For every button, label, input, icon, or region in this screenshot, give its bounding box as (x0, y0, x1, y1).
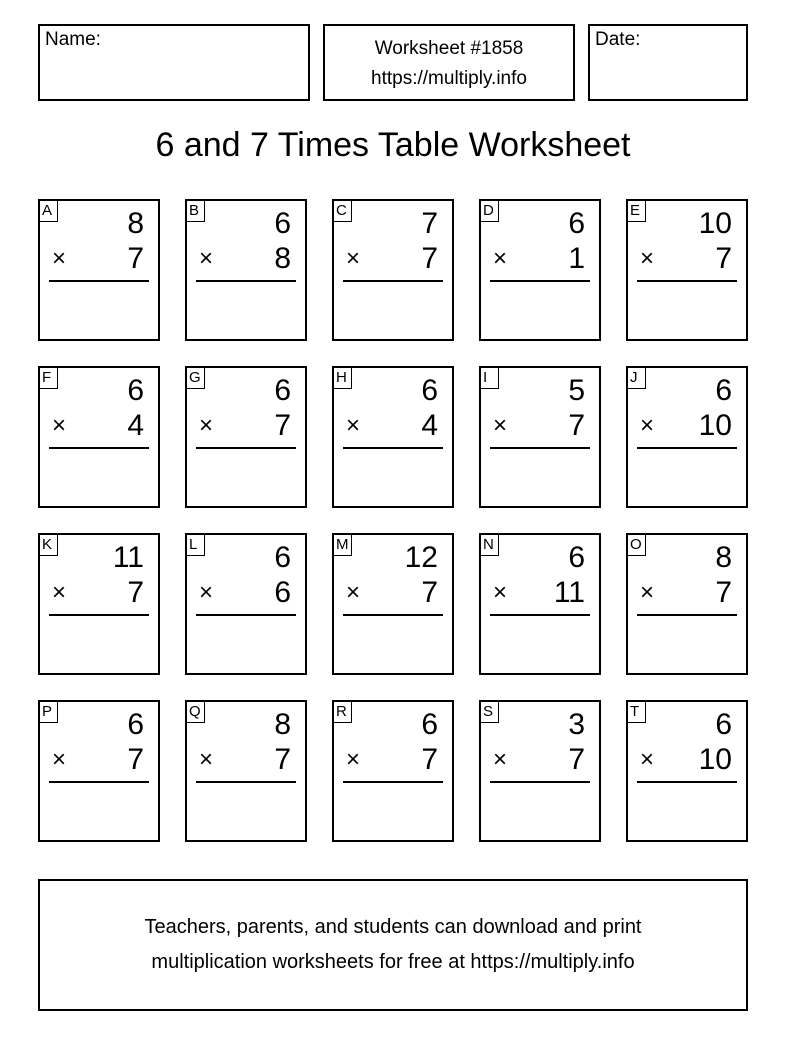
problem-letter: P (40, 702, 58, 723)
times-sign: × (640, 412, 655, 439)
multiplicand: 7 (421, 207, 438, 240)
multiplier: 7 (127, 576, 144, 609)
problem-letter: H (334, 368, 352, 389)
answer-line (637, 280, 737, 282)
times-sign: × (52, 412, 67, 439)
answer-line (637, 781, 737, 783)
multiplicand: 12 (404, 541, 438, 574)
times-sign: × (346, 579, 361, 606)
problem-card[interactable] (38, 700, 160, 842)
answer-line (49, 614, 149, 616)
answer-line (490, 614, 590, 616)
times-sign: × (199, 579, 214, 606)
multiplier: 7 (274, 743, 291, 776)
page-title: 6 and 7 Times Table Worksheet (155, 126, 631, 164)
multiplier: 7 (127, 743, 144, 776)
multiplier: 7 (421, 743, 438, 776)
answer-line (490, 781, 590, 783)
problem-card[interactable] (332, 700, 454, 842)
date-label: Date: (595, 29, 641, 50)
times-sign: × (493, 412, 508, 439)
answer-line (343, 280, 443, 282)
answer-line (637, 614, 737, 616)
multiplicand: 11 (112, 541, 144, 574)
problem-letter: G (187, 368, 205, 389)
multiplicand: 6 (715, 374, 732, 407)
problem-card[interactable] (626, 199, 748, 341)
times-sign: × (346, 245, 361, 272)
worksheet-url: https://multiply.info (371, 68, 527, 89)
multiplicand: 6 (274, 207, 291, 240)
problem-card[interactable] (626, 700, 748, 842)
answer-line (343, 614, 443, 616)
multiplicand: 8 (715, 541, 732, 574)
problem-letter: N (481, 535, 499, 556)
times-sign: × (199, 245, 214, 272)
multiplicand: 6 (274, 374, 291, 407)
multiplicand: 6 (421, 708, 438, 741)
multiplicand: 6 (715, 708, 732, 741)
footer-note (38, 879, 748, 1011)
times-sign: × (52, 746, 67, 773)
multiplicand: 8 (127, 207, 144, 240)
times-sign: × (493, 245, 508, 272)
times-sign: × (346, 412, 361, 439)
problem-card[interactable] (185, 199, 307, 341)
multiplier: 7 (421, 576, 438, 609)
problem-letter: D (481, 201, 499, 222)
answer-line (49, 781, 149, 783)
multiplier: 1 (568, 242, 585, 275)
problem-card[interactable] (479, 199, 601, 341)
multiplicand: 10 (698, 207, 732, 240)
problem-letter: M (334, 535, 352, 556)
date-field-box[interactable] (588, 24, 748, 101)
multiplicand: 8 (274, 708, 291, 741)
problem-card[interactable] (185, 700, 307, 842)
problem-letter: K (40, 535, 58, 556)
multiplicand: 6 (421, 374, 438, 407)
multiplier: 10 (698, 409, 732, 442)
problem-letter: I (481, 368, 499, 389)
times-sign: × (199, 412, 214, 439)
multiplicand: 6 (274, 541, 291, 574)
problem-letter: L (187, 535, 205, 556)
times-sign: × (640, 245, 655, 272)
problem-letter: Q (187, 702, 205, 723)
answer-line (343, 447, 443, 449)
answer-line (637, 447, 737, 449)
problem-card[interactable] (332, 199, 454, 341)
footer-line-1: Teachers, parents, and students can download and print (144, 916, 642, 938)
worksheet-info-box (323, 24, 575, 101)
problem-card[interactable] (626, 366, 748, 508)
worksheet-number: Worksheet #1858 (374, 38, 524, 59)
multiplier: 7 (568, 409, 585, 442)
multiplier: 7 (127, 242, 144, 275)
multiplier: 7 (715, 242, 732, 275)
name-field-box[interactable] (38, 24, 310, 101)
answer-line (490, 280, 590, 282)
problem-card[interactable] (626, 533, 748, 675)
times-sign: × (493, 579, 508, 606)
problem-card[interactable] (479, 533, 601, 675)
multiplier: 10 (698, 743, 732, 776)
problem-card[interactable] (185, 366, 307, 508)
multiplier: 7 (274, 409, 291, 442)
problem-letter: T (628, 702, 646, 723)
multiplier: 7 (421, 242, 438, 275)
multiplier: 6 (274, 576, 291, 609)
footer-line-2: multiplication worksheets for free at https://multiply.info (151, 951, 635, 973)
answer-line (196, 280, 296, 282)
multiplicand: 6 (127, 374, 144, 407)
problem-card[interactable] (38, 199, 160, 341)
problem-card[interactable] (332, 366, 454, 508)
multiplicand: 6 (127, 708, 144, 741)
answer-line (49, 447, 149, 449)
answer-line (196, 614, 296, 616)
multiplicand: 6 (568, 541, 585, 574)
multiplier: 7 (715, 576, 732, 609)
times-sign: × (52, 245, 67, 272)
problem-letter: O (628, 535, 646, 556)
problem-card[interactable] (38, 366, 160, 508)
answer-line (196, 781, 296, 783)
problem-grid (38, 199, 748, 842)
problem-letter: R (334, 702, 352, 723)
multiplier: 4 (421, 409, 438, 442)
times-sign: × (199, 746, 214, 773)
problem-letter: B (187, 201, 205, 222)
times-sign: × (52, 579, 67, 606)
multiplier: 11 (553, 576, 585, 609)
problem-letter: C (334, 201, 352, 222)
multiplicand: 5 (568, 374, 585, 407)
times-sign: × (640, 746, 655, 773)
problem-card[interactable] (185, 533, 307, 675)
answer-line (49, 280, 149, 282)
problem-letter: S (481, 702, 499, 723)
problem-card[interactable] (332, 533, 454, 675)
answer-line (196, 447, 296, 449)
problem-letter: E (628, 201, 646, 222)
problem-card[interactable] (38, 533, 160, 675)
times-sign: × (346, 746, 361, 773)
multiplicand: 3 (568, 708, 585, 741)
times-sign: × (493, 746, 508, 773)
name-label: Name: (45, 29, 101, 50)
problem-letter: J (628, 368, 646, 389)
times-sign: × (640, 579, 655, 606)
answer-line (343, 781, 443, 783)
answer-line (490, 447, 590, 449)
multiplier: 7 (568, 743, 585, 776)
problem-card[interactable] (479, 700, 601, 842)
problem-card[interactable] (479, 366, 601, 508)
problem-letter: A (40, 201, 58, 222)
multiplier: 8 (274, 242, 291, 275)
multiplier: 4 (127, 409, 144, 442)
multiplicand: 6 (568, 207, 585, 240)
problem-letter: F (40, 368, 58, 389)
